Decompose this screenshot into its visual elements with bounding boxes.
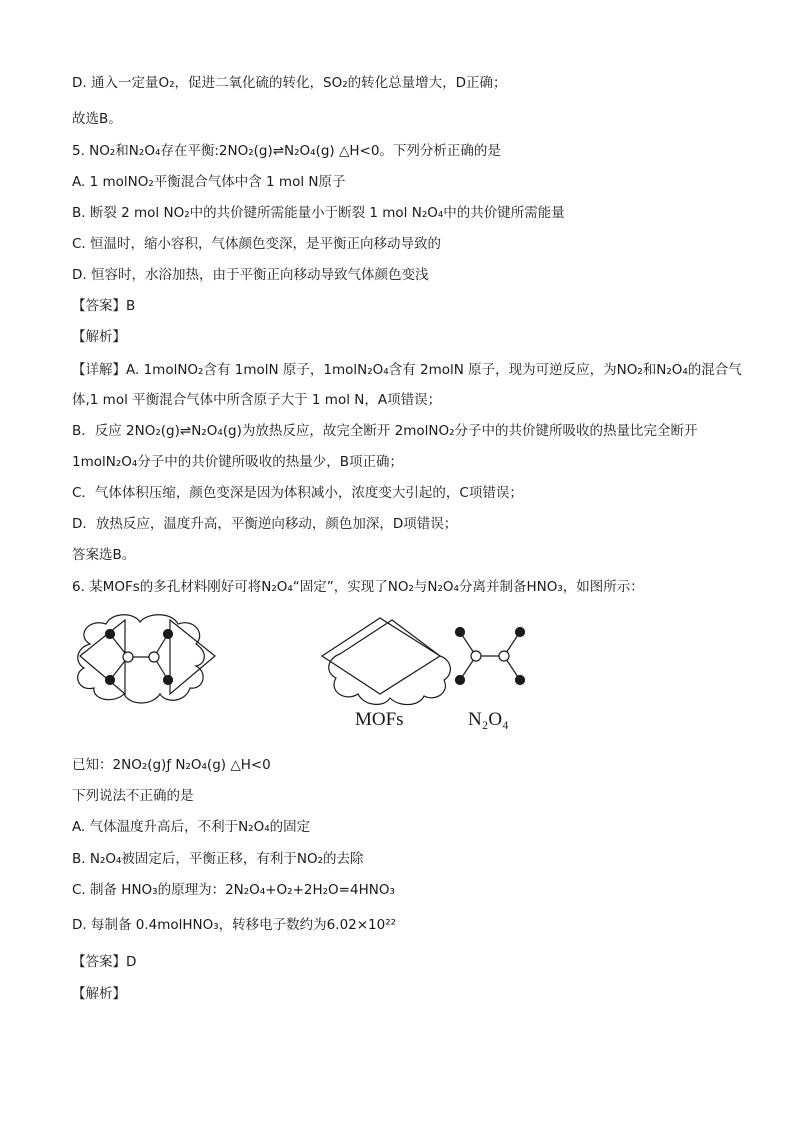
question-5-answer: 【答案】B [72, 298, 136, 314]
question-6-analysis-heading: 【解析】 [72, 986, 126, 1002]
question-5-detail-line-4: 1molN₂O₄分子中的共价键所吸收的热量少，B项正确； [72, 454, 404, 470]
question-6-option-c: C. 制备 HNO₃的原理为：2N₂O₄+O₂+2H₂O=4HNO₃ [72, 882, 395, 898]
question-6-prompt: 下列说法不正确的是 [72, 788, 194, 804]
rhombus-left [80, 620, 125, 694]
question-6-given: 已知：2NO₂(g)ƒ N₂O₄(g) △H<0 [72, 757, 271, 773]
oxygen-atom [456, 628, 465, 637]
oxygen-atom [164, 630, 173, 639]
figure-label-n2o4: N₂O₄ [468, 709, 509, 730]
question-5-detail-line-3: B．反应 2NO₂(g)⇌N₂O₄(g)为放热反应，故完全断开 2molNO₂分子中的共价键所吸收的热量比完全断开 [72, 423, 698, 439]
nitrogen-atom [149, 652, 159, 662]
question-5-option-d: D. 恒容时，水浴加热，由于平衡正向移动导致气体颜色变浅 [72, 267, 429, 283]
oxygen-atom [106, 676, 115, 685]
mofs-empty-diagram [322, 618, 450, 705]
question-6-option-b: B. N₂O₄被固定后，平衡正移，有利于NO₂的去除 [72, 851, 364, 867]
rhombus [322, 618, 440, 694]
question-5-option-c: C. 恒温时，缩小容积，气体颜色变深，是平衡正向移动导致的 [72, 236, 442, 252]
question-5-detail-line-1: 【详解】A. 1molNO₂含有 1molN 原子，1molN₂O₄含有 2molN 原子，现为可逆反应，为NO₂和N₂O₄的混合气 [72, 362, 742, 378]
oxygen-atom [456, 676, 465, 685]
question-5-option-a: A. 1 molNO₂平衡混合气体中含 1 mol N原子 [72, 174, 346, 190]
question-5-stem: 5. NO₂和N₂O₄存在平衡:2NO₂(g)⇌N₂O₄(g) △H<0。下列分析正确的是 [72, 143, 501, 159]
rhombus-right [170, 620, 215, 694]
nitrogen-atom [499, 651, 509, 661]
question-5-option-b: B. 断裂 2 mol NO₂中的共价键所需能量小于断裂 1 mol N₂O₄中的共价键所需能量 [72, 205, 565, 221]
oxygen-atom [516, 628, 525, 637]
question-5-analysis-heading: 【解析】 [72, 329, 126, 345]
oxygen-atom [164, 676, 173, 685]
n2o4-molecule [456, 628, 525, 685]
oxygen-atom [106, 630, 115, 639]
mofs-with-n2o4-diagram [78, 615, 215, 703]
figure-label-mofs: MOFs [355, 709, 404, 730]
question-6-option-d: D. 每制备 0.4molHNO₃，转移电子数约为6.02×10²² [72, 917, 397, 933]
question-5-detail-line-2: 体,1 mol 平衡混合气体中所含原子大于 1 mol N，A项错误； [72, 392, 442, 408]
question-5-conclusion: 答案选B。 [72, 547, 136, 563]
cloud-outline-left [78, 615, 205, 703]
oxygen-atom [516, 676, 525, 685]
text-line-option-d-prev: D. 通入一定量O₂，促进二氧化硫的转化，SO₂的转化总量增大，D正确； [72, 75, 507, 91]
question-5-detail-line-6: D．放热反应，温度升高，平衡逆向移动，颜色加深，D项错误； [72, 516, 458, 532]
cloud-outline-right [329, 620, 451, 705]
question-6-stem: 6. 某MOFs的多孔材料刚好可将N₂O₄“固定”，实现了NO₂与N₂O₄分离并制备HNO₃，如图所示： [72, 579, 644, 595]
question-5-detail-line-5: C．气体体积压缩，颜色变深是因为体积减小，浓度变大引起的，C项错误； [72, 485, 523, 501]
nitrogen-atom [123, 652, 133, 662]
mofs-figure [70, 612, 540, 732]
nitrogen-atom [471, 651, 481, 661]
captured-n2o4-molecule [106, 630, 173, 685]
question-6-answer: 【答案】D [72, 954, 137, 970]
question-6-option-a: A. 气体温度升高后，不利于N₂O₄的固定 [72, 819, 311, 835]
text-line-answer-prev: 故选B。 [72, 111, 122, 127]
